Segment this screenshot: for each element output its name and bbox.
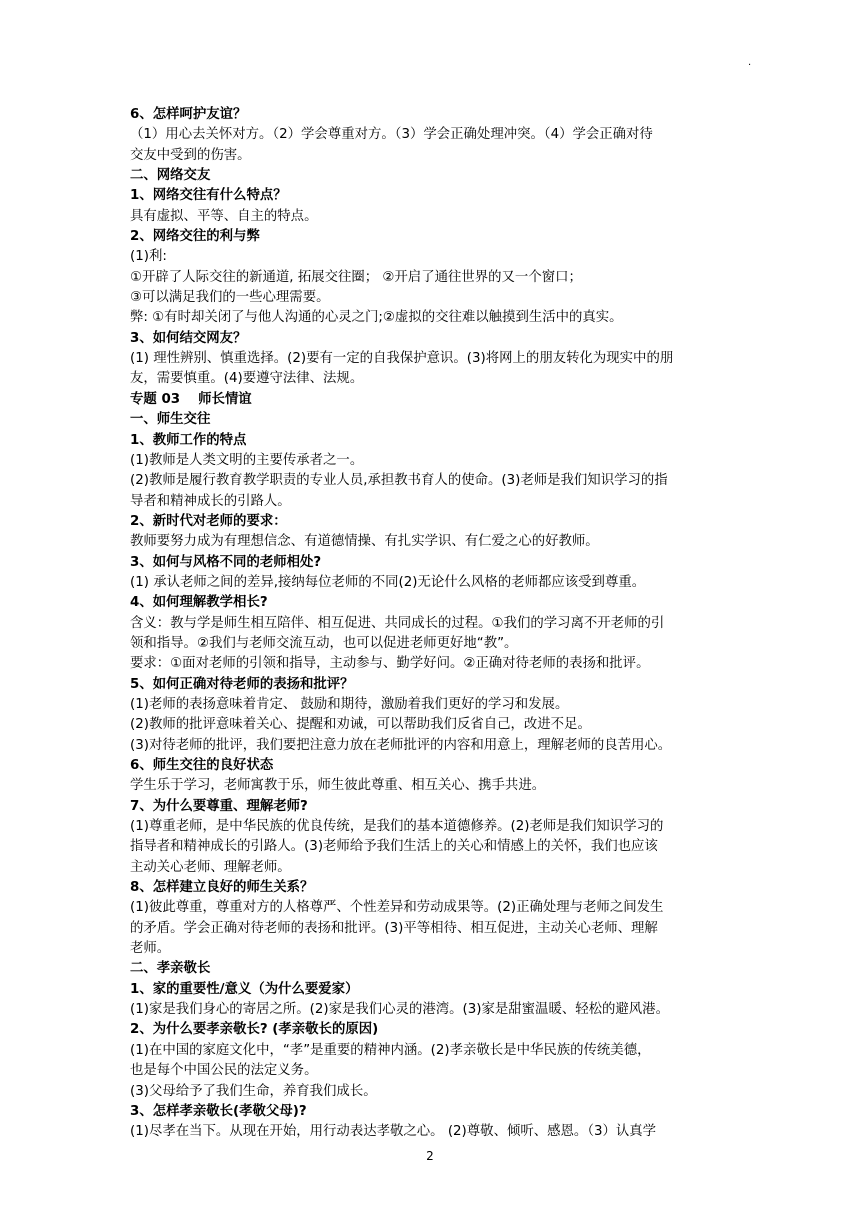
body-text-line: (1)尽孝在当下。从现在开始，用行动表达孝敬之心。 (2)尊敬、倾听、感恩。（3）认真学	[130, 1124, 657, 1140]
body-text-line: 教师要努力成为有理想信念、有道德情操、有扎实学识、有仁爱之心的好教师。	[130, 534, 599, 550]
body-text-line: (2)教师是履行教育教学职责的专业人员,承担教书育人的使命。(3)老师是我们知识学习的指	[130, 473, 668, 489]
body-text-line: 学生乐于学习，老师寓教于乐，师生彼此尊重、相互关心、携手共进。	[130, 778, 546, 794]
body-text-line: (1)教师是人类文明的主要传承者之一。	[130, 452, 364, 468]
body-text-line: 的矛盾。学会正确对待老师的表扬和批评。(3)平等相待、相互促进，主动关心老师、理解	[130, 920, 658, 936]
page-number: 2	[426, 1149, 434, 1163]
section-heading: 5、如何正确对待老师的表扬和批评？	[130, 676, 354, 692]
body-text-line: 也是每个中国公民的法定义务。	[130, 1063, 318, 1079]
body-text-line: 指导者和精神成长的引路人。(3)老师给予我们生活上的关心和情感上的关怀，我们也应该	[130, 839, 658, 855]
body-text-line: (1)利:	[130, 249, 167, 265]
section-heading: 6、师生交往的良好状态	[130, 758, 274, 773]
body-text-line: 弊: ①有时却关闭了与他人沟通的心灵之门;②虚拟的交往难以触摸到生活中的真实。	[130, 310, 623, 326]
body-text-line: （1）用心去关怀对方。（2）学会尊重对方。（3）学会正确处理冲突。（4）学会正确对待	[130, 127, 653, 143]
body-text-line: (1)尊重老师，是中华民族的优良传统，是我们的基本道德修养。(2)老师是我们知识学习的	[130, 819, 664, 835]
section-heading: 8、怎样建立良好的师生关系？	[130, 880, 314, 896]
body-text-line: (2)教师的批评意味着关心、提醒和劝诫，可以帮助我们反省自己，改进不足。	[130, 717, 591, 733]
body-text-line: 导者和精神成长的引路人。	[130, 493, 291, 509]
body-text-line: 具有虚拟、平等、自主的特点。	[130, 208, 318, 224]
section-heading: 7、为什么要尊重、理解老师?	[130, 798, 308, 814]
body-text-line: 主动关心老师、理解老师。	[130, 859, 291, 875]
body-text-line: 交友中受到的伤害。	[130, 147, 251, 163]
body-text-line: (1)家是我们身心的寄居之所。(2)家是我们心灵的港湾。(3)家是甜蜜温暖、轻松的避风港。	[130, 1002, 669, 1018]
body-text-line: (1)老师的表扬意味着肯定、 鼓励和期待，激励着我们更好的学习和发展。	[130, 696, 569, 712]
body-text-line: ③可以满足我们的一些心理需要。	[130, 290, 330, 306]
section-heading: 专题 03 师长情谊	[130, 391, 252, 407]
body-text-line: (1) 理性辨别、慎重选择。(2)要有一定的自我保护意识。(3)将网上的朋友转化为现实中的朋	[130, 351, 674, 367]
section-heading: 3、如何与风格不同的老师相处?	[130, 554, 322, 570]
body-text-line: 含义：教与学是师生相互陪伴、相互促进、共同成长的过程。①我们的学习离不开老师的引	[130, 615, 665, 631]
section-heading: 6、怎样呵护友谊？	[130, 107, 247, 122]
body-text-line: 老师。	[130, 941, 171, 957]
body-text-line: (1) 承认老师之间的差异,接纳每位老师的不同(2)无论什么风格的老师都应该受到尊重。	[130, 574, 646, 590]
body-text-line: (3)父母给予了我们生命，养育我们成长。	[130, 1083, 377, 1099]
body-text-line: (1)彼此尊重，尊重对方的人格尊严、个性差异和劳动成果等。(2)正确处理与老师之间发生	[130, 900, 664, 916]
body-text-line: 要求：①面对老师的引领和指导，主动参与、勤学好问。②正确对待老师的表扬和批评。	[130, 656, 650, 672]
body-text-line: 领和指导。②我们与老师交流互动，也可以促进老师更好地“教”。	[130, 635, 518, 651]
section-heading: 1、家的重要性/意义（为什么要爱家）	[130, 981, 359, 997]
section-heading: 3、怎样孝亲敬长(孝敬父母)?	[130, 1103, 307, 1119]
section-heading: 3、如何结交网友？	[130, 330, 247, 346]
section-heading: 1、网络交往有什么特点？	[130, 188, 287, 204]
body-text-line: 友，需要慎重。(4)要遵守法律、法规。	[130, 371, 364, 387]
body-text-line: (3)对待老师的批评，我们要把注意力放在老师批评的内容和用意上，理解老师的良苦用心。	[130, 737, 672, 753]
section-heading: 4、如何理解教学相长?	[130, 595, 268, 611]
section-heading: 一、师生交往	[130, 412, 211, 428]
section-heading: 二、网络交友	[130, 168, 211, 184]
document-body	[130, 105, 730, 1143]
section-heading: 二、孝亲敬长	[130, 961, 211, 977]
section-heading: 1、教师工作的特点	[130, 432, 247, 448]
section-heading: 2、新时代对老师的要求：	[130, 513, 287, 529]
body-text-line: ①开辟了人际交往的新通道, 拓展交往圈； ②开启了通往世界的又一个窗口；	[130, 269, 582, 285]
body-text-line: (1)在中国的家庭文化中，“孝”是重要的精神内涵。(2)孝亲敬长是中华民族的传统美德，	[130, 1042, 651, 1058]
section-heading: 2、为什么要孝亲敬长? (孝亲敬长的原因)	[130, 1022, 379, 1038]
header-dot: .	[748, 57, 752, 68]
section-heading: 2、网络交往的利与弊	[130, 229, 260, 245]
